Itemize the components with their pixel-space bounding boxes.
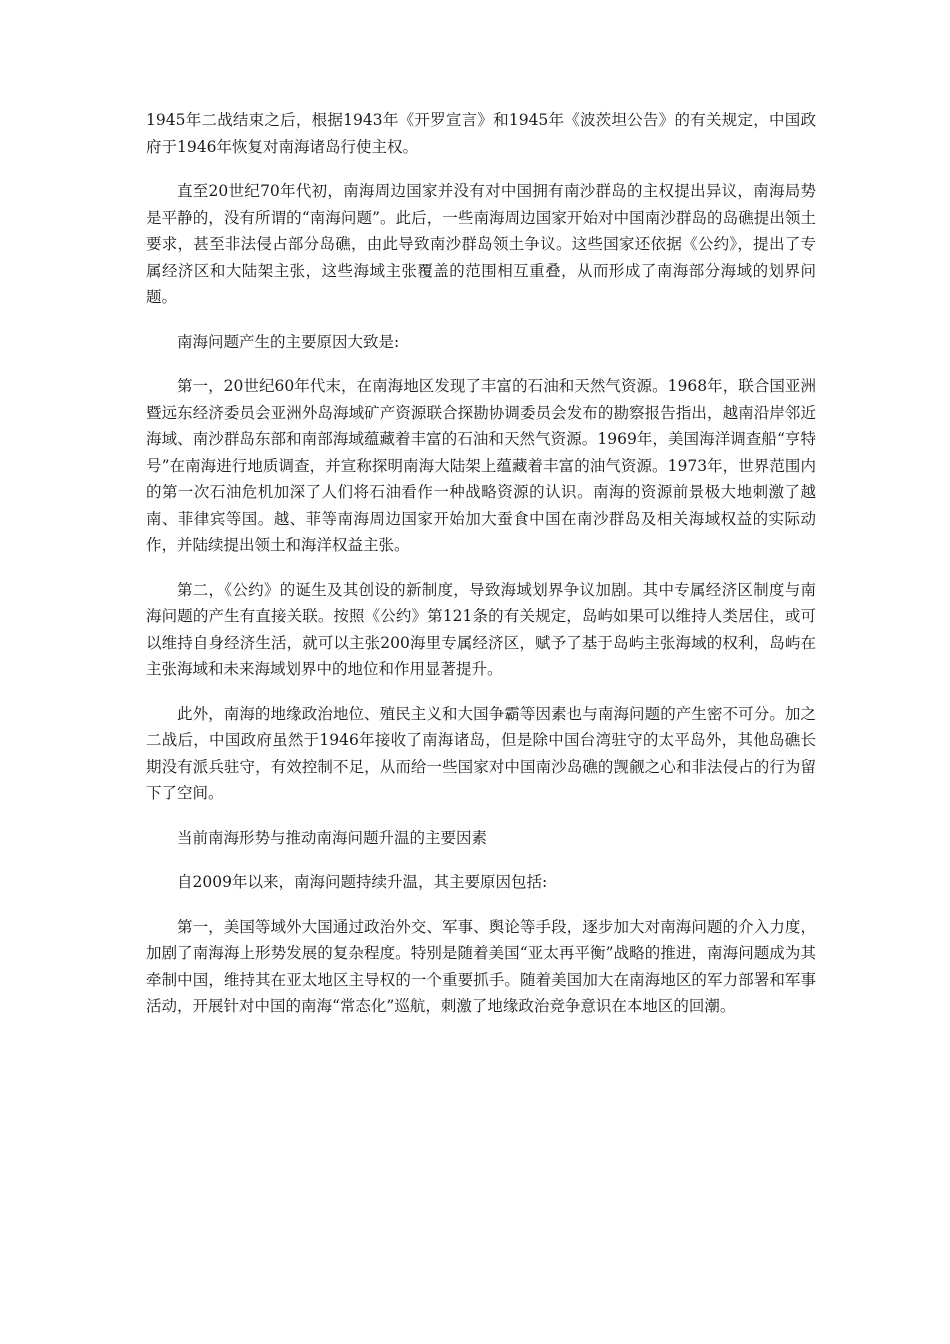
paragraph-factor-one: 第一，美国等域外大国通过政治外交、军事、舆论等手段，逐步加大对南海问题的介入力度，加剧了南海海上形势发展的复杂程度。特别是随着美国“亚太再平衡”战略的推进，南海问题成为其牵制中国，维持其在亚太地区主导权的一个重要抓手。随着美国加大在南海地区的军力部署和军事活动，开展针对中国的南海“常态化”巡航，刺激了地缘政治竞争意识在本地区的回潮。 xyxy=(146,917,816,1015)
paragraph-other-factors: 此外，南海的地缘政治地位、殖民主义和大国争霸等因素也与南海问题的产生密不可分。加之二战后，中国政府虽然于1946年接收了南海诸岛，但是除中国台湾驻守的太平岛外，其他岛礁长期没有派兵驻守，有效控制不足，从而给一些国家对中国南沙岛礁的觊觎之心和非法侵占的行为留下了空间。 xyxy=(146,704,816,802)
paragraph-causes-heading: 南海问题产生的主要原因大致是: xyxy=(177,332,400,351)
document-body xyxy=(146,107,816,1020)
paragraph-background: 直至20世纪70年代初，南海周边国家并没有对中国拥有南沙群岛的主权提出异议，南海局势是平静的，没有所谓的“南海问题”。此后，一些南海周边国家开始对中国南沙群岛的岛礁提出领土要求，甚至非法侵占部分岛礁，由此导致南沙群岛领土争议。这些国家还依据《公约》，提出了专属经济区和大陆架主张，这些海域主张覆盖的范围相互重叠，从而形成了南海部分海域的划界问题。 xyxy=(146,182,816,306)
paragraph-since-2009: 自2009年以来，南海问题持续升温，其主要原因包括: xyxy=(177,873,548,891)
paragraph-cause-one: 第一，20世纪60年代末，在南海地区发现了丰富的石油和天然气资源。1968年，联合国亚洲暨远东经济委员会亚洲外岛海域矿产资源联合探勘协调委员会发布的勘察报告指出，越南沿岸邻近海域、南沙群岛东部和南部海域蕴藏着丰富的石油和天然气资源。1969年，美国海洋调查船“亨特号”在南海进行地质调查，并宣称探明南海大陆架上蕴藏着丰富的油气资源。1973年，世界范围内的第一次石油危机加深了人们将石油看作一种战略资源的认识。南海的资源前景极大地刺激了越南、菲律宾等国。越、菲等南海周边国家开始加大蚕食中国在南沙群岛及相关海域权益的实际动作，并陆续提出领土和海洋权益主张。 xyxy=(146,377,816,554)
section-heading-current-situation: 当前南海形势与推动南海问题升温的主要因素 xyxy=(177,828,488,847)
paragraph-intro: 1945年二战结束之后，根据1943年《开罗宣言》和1945年《波茨坦公告》的有关规定，中国政府于1946年恢复对南海诸岛行使主权。 xyxy=(146,111,816,156)
paragraph-cause-two: 第二，《公约》的诞生及其创设的新制度，导致海域划界争议加剧。其中专属经济区制度与南海问题的产生有直接关联。按照《公约》第121条的有关规定，岛屿如果可以维持人类居住，或可以维持自身经济生活，就可以主张200海里专属经济区，赋予了基于岛屿主张海域的权利，岛屿在主张海域和未来海域划界中的地位和作用显著提升。 xyxy=(146,580,816,678)
